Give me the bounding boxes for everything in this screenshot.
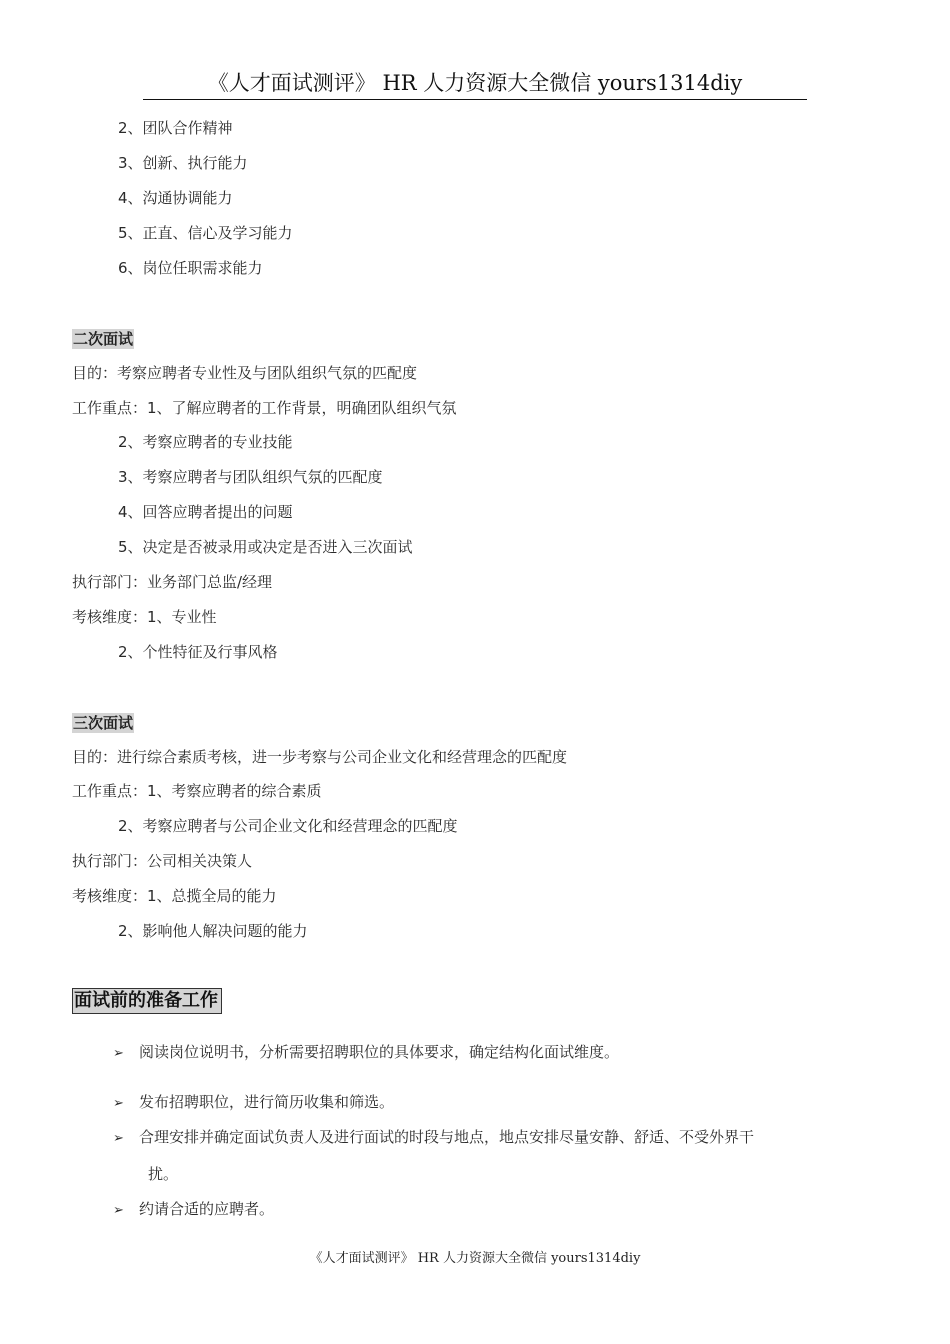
department-text: 执行部门：公司相关决策人 [72,852,253,870]
page-header: 《人才面试测评》 HR 人力资源大全微信 yours1314diy [143,68,807,100]
list-item: 3、考察应聘者与团队组织气氛的匹配度 [118,468,383,486]
list-item: 4、回答应聘者提出的问题 [118,503,293,521]
arrow-bullet-icon: ➢ [113,1203,124,1218]
bullet-item [113,1092,394,1114]
bullet-continuation: 扰。 [148,1165,179,1183]
bullet-text: 阅读岗位说明书，分析需要招聘职位的具体要求，确定结构化面试维度。 [139,1043,620,1061]
list-item: 5、正直、信心及学习能力 [118,224,293,242]
bullet-text: 合理安排并确定面试负责人及进行面试的时段与地点，地点安排尽量安静、舒适、不受外界干 [139,1128,755,1146]
purpose-text: 目的：考察应聘者专业性及与团队组织气氛的匹配度 [72,364,418,382]
list-item: 2、个性特征及行事风格 [118,643,278,661]
dimension-text: 考核维度：1、专业性 [72,608,217,626]
list-item: 2、团队合作精神 [118,119,233,137]
list-item: 3、创新、执行能力 [118,154,248,172]
bullet-item [113,1127,754,1149]
arrow-bullet-icon: ➢ [113,1131,124,1146]
bullet-item [113,1042,619,1064]
list-item: 4、沟通协调能力 [118,189,233,207]
focus-text: 工作重点：1、考察应聘者的综合素质 [72,782,322,800]
list-item: 2、考察应聘者的专业技能 [118,433,293,451]
arrow-bullet-icon: ➢ [113,1096,124,1111]
department-text: 执行部门：业务部门总监/经理 [72,573,273,591]
list-item: 2、影响他人解决问题的能力 [118,922,308,940]
bullet-item [113,1199,274,1221]
dimension-text: 考核维度：1、总揽全局的能力 [72,887,277,905]
list-item: 5、决定是否被录用或决定是否进入三次面试 [118,538,413,556]
arrow-bullet-icon: ➢ [113,1046,124,1061]
list-item: 6、岗位任职需求能力 [118,259,263,277]
section-title-second-interview: 二次面试 [73,330,134,348]
bullet-text: 发布招聘职位，进行简历收集和筛选。 [139,1093,395,1111]
list-item: 2、考察应聘者与公司企业文化和经营理念的匹配度 [118,817,458,835]
bullet-text: 约请合适的应聘者。 [139,1200,275,1218]
section-title-third-interview: 三次面试 [73,714,134,732]
section-title-preparation: 面试前的准备工作 [72,988,222,1014]
page-footer: 《人才面试测评》 HR 人力资源大全微信 yours1314diy [309,1251,641,1266]
focus-text: 工作重点：1、了解应聘者的工作背景，明确团队组织气氛 [72,399,457,417]
purpose-text: 目的：进行综合素质考核，进一步考察与公司企业文化和经营理念的匹配度 [72,748,568,766]
